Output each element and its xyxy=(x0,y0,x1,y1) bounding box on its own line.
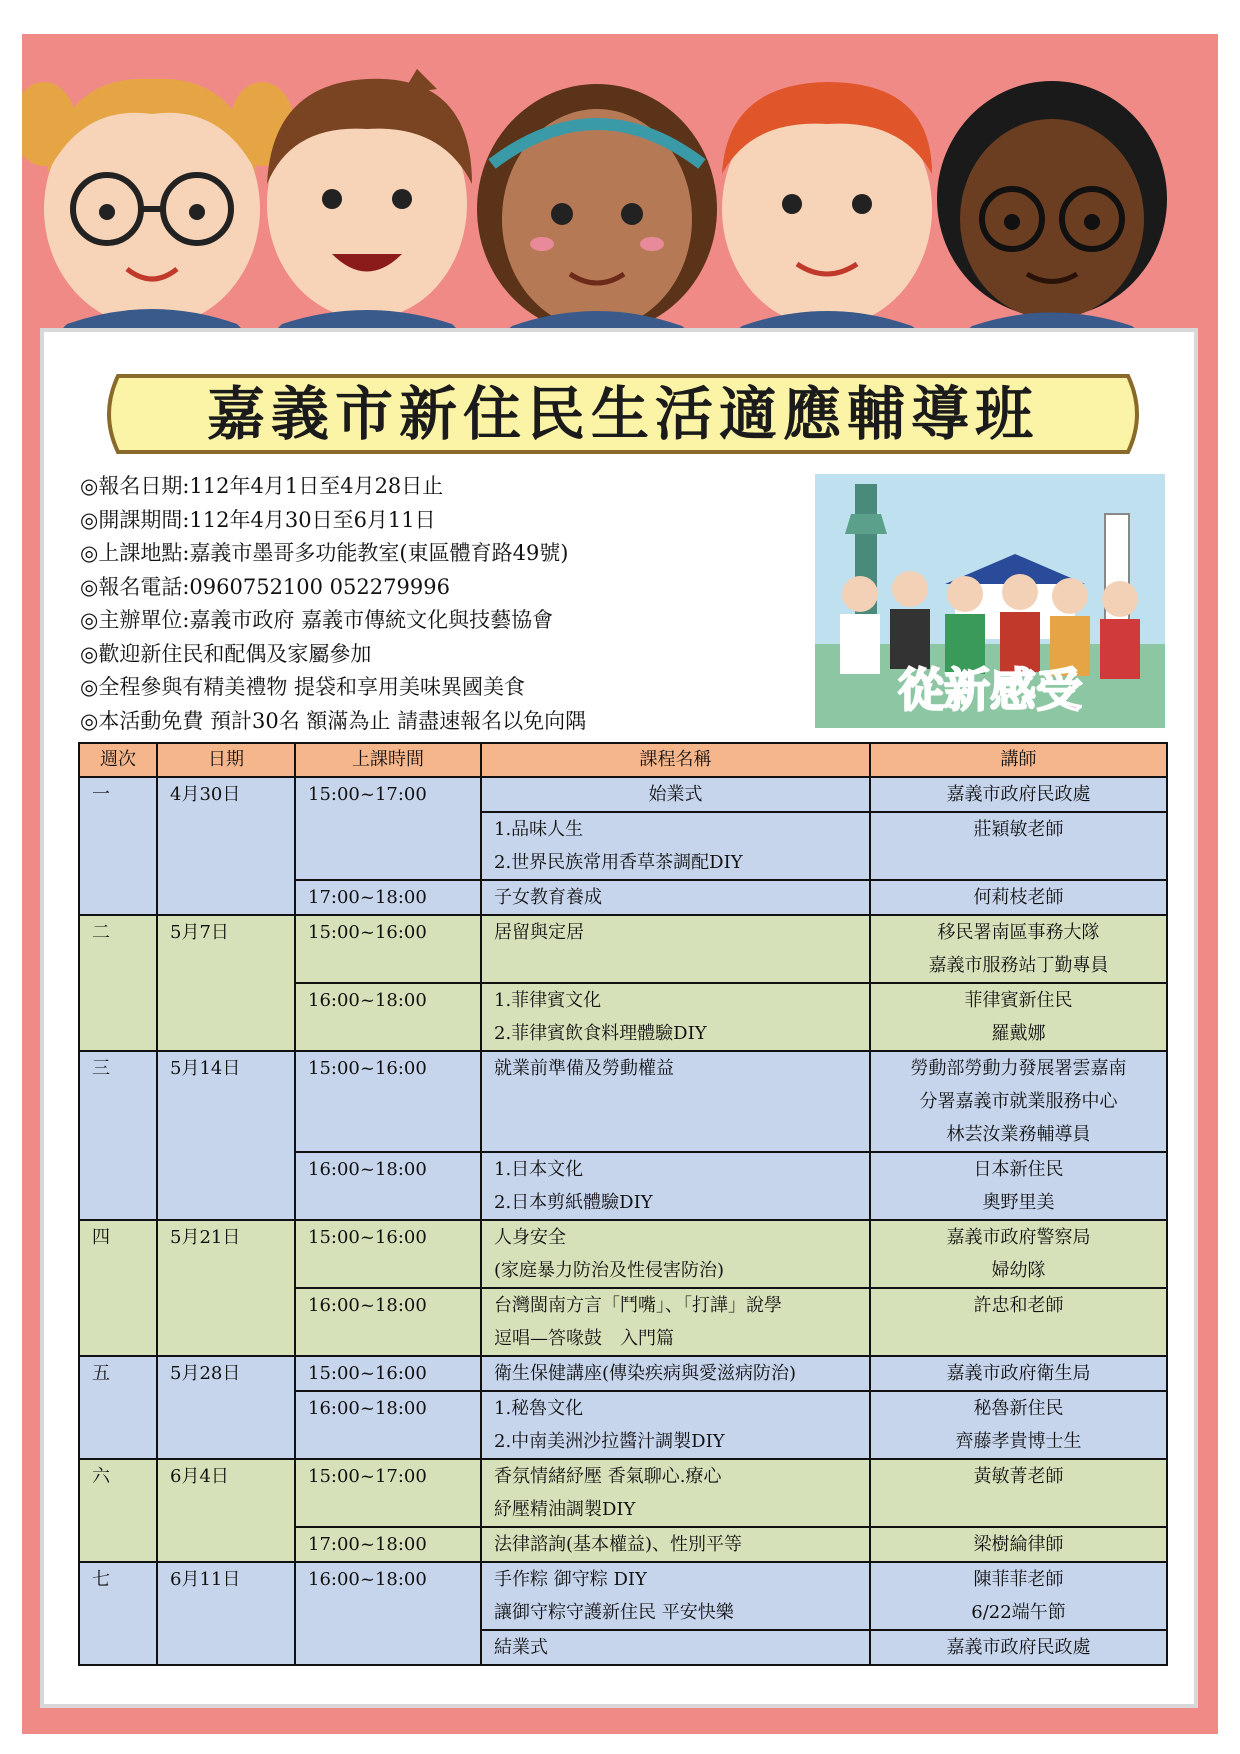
week-cell: 二 xyxy=(79,915,157,1051)
header-week: 週次 xyxy=(79,743,157,777)
table-row xyxy=(79,1562,1167,1630)
teacher-cell: 秘魯新住民 齊藤孝貴博士生 xyxy=(870,1391,1167,1459)
table-row xyxy=(79,915,1167,983)
info-free: ◎本活動免費 預計30名 額滿為止 請盡速報名以免向隅 xyxy=(80,708,587,733)
child-4-figure xyxy=(722,82,932,334)
course-cell: 人身安全 (家庭暴力防治及性侵害防治) xyxy=(481,1220,870,1288)
week-cell: 四 xyxy=(79,1220,157,1356)
teacher-cell: 勞動部勞動力發展署雲嘉南 分署嘉義市就業服務中心 林芸汝業務輔導員 xyxy=(870,1051,1167,1152)
course-cell: 1.秘魯文化 2.中南美洲沙拉醬汁調製DIY xyxy=(481,1391,870,1459)
schedule-body xyxy=(79,777,1167,1665)
course-cell: 結業式 xyxy=(481,1630,870,1665)
date-cell: 6月4日 xyxy=(157,1459,295,1562)
schedule-table xyxy=(78,742,1168,1666)
time-cell: 17:00~18:00 xyxy=(295,1527,481,1562)
teacher-cell: 移民署南區事務大隊 嘉義市服務站丁勤專員 xyxy=(870,915,1167,983)
course-cell: 子女教育養成 xyxy=(481,880,870,915)
teacher-cell: 莊穎敏老師 xyxy=(870,812,1167,880)
course-cell: 衛生保健講座(傳染疾病與愛滋病防治) xyxy=(481,1356,870,1391)
header-time: 上課時間 xyxy=(295,743,481,777)
teacher-cell: 嘉義市政府衛生局 xyxy=(870,1356,1167,1391)
table-row xyxy=(79,1356,1167,1391)
course-cell: 法律諮詢(基本權益)、性別平等 xyxy=(481,1527,870,1562)
teacher-cell: 黃敏菁老師 xyxy=(870,1459,1167,1527)
time-cell: 15:00~17:00 xyxy=(295,777,481,880)
info-organizer: ◎主辦單位:嘉義市政府 嘉義市傳統文化與技藝協會 xyxy=(80,608,554,632)
teacher-cell: 何莉枝老師 xyxy=(870,880,1167,915)
table-row xyxy=(79,1220,1167,1288)
info-registration-date: ◎報名日期:112年4月1日至4月28日止 xyxy=(80,474,444,498)
page-title: 嘉義市新住民生活適應輔導班 xyxy=(206,380,1039,448)
course-cell: 居留與定居 xyxy=(481,915,870,983)
date-cell: 6月11日 xyxy=(157,1562,295,1665)
date-cell: 5月28日 xyxy=(157,1356,295,1459)
time-cell: 16:00~18:00 xyxy=(295,1391,481,1459)
time-cell: 15:00~16:00 xyxy=(295,1051,481,1152)
course-cell: 香氛情緒紓壓 香氣聊心.療心 紓壓精油調製DIY xyxy=(481,1459,870,1527)
info-welcome: ◎歡迎新住民和配偶及家屬參加 xyxy=(80,641,372,666)
child-5-figure xyxy=(937,81,1167,334)
time-cell: 16:00~18:00 xyxy=(295,983,481,1051)
week-cell: 七 xyxy=(79,1562,157,1665)
teacher-cell: 菲律賓新住民 羅戴娜 xyxy=(870,983,1167,1051)
course-cell: 始業式 xyxy=(481,777,870,812)
time-cell: 16:00~18:00 xyxy=(295,1562,481,1665)
time-cell: 15:00~17:00 xyxy=(295,1459,481,1527)
time-cell: 16:00~18:00 xyxy=(295,1152,481,1220)
table-row xyxy=(79,1051,1167,1152)
time-cell: 15:00~16:00 xyxy=(295,915,481,983)
header-course: 課程名稱 xyxy=(481,743,870,777)
course-cell: 就業前準備及勞動權益 xyxy=(481,1051,870,1152)
info-location: ◎上課地點:嘉義市墨哥多功能教室(東區體育路49號) xyxy=(80,541,569,565)
promo-illustration xyxy=(815,474,1165,728)
teacher-cell: 陳菲菲老師 6/22端午節 xyxy=(870,1562,1167,1630)
child-3-figure xyxy=(477,84,717,334)
header-teacher: 講師 xyxy=(870,743,1167,777)
info-course-period: ◎開課期間:112年4月30日至6月11日 xyxy=(80,507,436,532)
course-cell: 手作粽 御守粽 DIY 讓御守粽守護新住民 平安快樂 xyxy=(481,1562,870,1630)
week-cell: 六 xyxy=(79,1459,157,1562)
child-1-figure xyxy=(22,79,294,334)
teacher-cell: 許忠和老師 xyxy=(870,1288,1167,1356)
teacher-cell: 梁樹綸律師 xyxy=(870,1527,1167,1562)
table-header-row xyxy=(79,743,1167,777)
course-cell: 1.品味人生 2.世界民族常用香草茶調配DIY xyxy=(481,812,870,880)
info-list xyxy=(80,470,800,738)
time-cell: 15:00~16:00 xyxy=(295,1220,481,1288)
child-2-figure xyxy=(267,69,472,334)
course-cell: 1.菲律賓文化 2.菲律賓飲食料理體驗DIY xyxy=(481,983,870,1051)
week-cell: 一 xyxy=(79,777,157,915)
week-cell: 三 xyxy=(79,1051,157,1220)
teacher-cell: 日本新住民 奧野里美 xyxy=(870,1152,1167,1220)
info-gifts: ◎全程參與有精美禮物 提袋和享用美味異國美食 xyxy=(80,675,525,699)
week-cell: 五 xyxy=(79,1356,157,1459)
info-phone: ◎報名電話:0960752100 052279996 xyxy=(80,574,450,599)
promo-caption: 從新感受 xyxy=(898,663,1082,717)
date-cell: 5月14日 xyxy=(157,1051,295,1220)
table-row xyxy=(79,777,1167,812)
time-cell: 16:00~18:00 xyxy=(295,1288,481,1356)
time-cell: 15:00~16:00 xyxy=(295,1356,481,1391)
course-cell: 台灣閩南方言「鬥嘴」、「打譁」說學 逗唱—答喙鼓 入門篇 xyxy=(481,1288,870,1356)
teacher-cell: 嘉義市政府民政處 xyxy=(870,1630,1167,1665)
teacher-cell: 嘉義市政府警察局 婦幼隊 xyxy=(870,1220,1167,1288)
course-cell: 1.日本文化 2.日本剪紙體驗DIY xyxy=(481,1152,870,1220)
header-date: 日期 xyxy=(157,743,295,777)
teacher-cell: 嘉義市政府民政處 xyxy=(870,777,1167,812)
table-row xyxy=(79,1459,1167,1527)
date-cell: 5月7日 xyxy=(157,915,295,1051)
date-cell: 4月30日 xyxy=(157,777,295,915)
date-cell: 5月21日 xyxy=(157,1220,295,1356)
time-cell: 17:00~18:00 xyxy=(295,880,481,915)
